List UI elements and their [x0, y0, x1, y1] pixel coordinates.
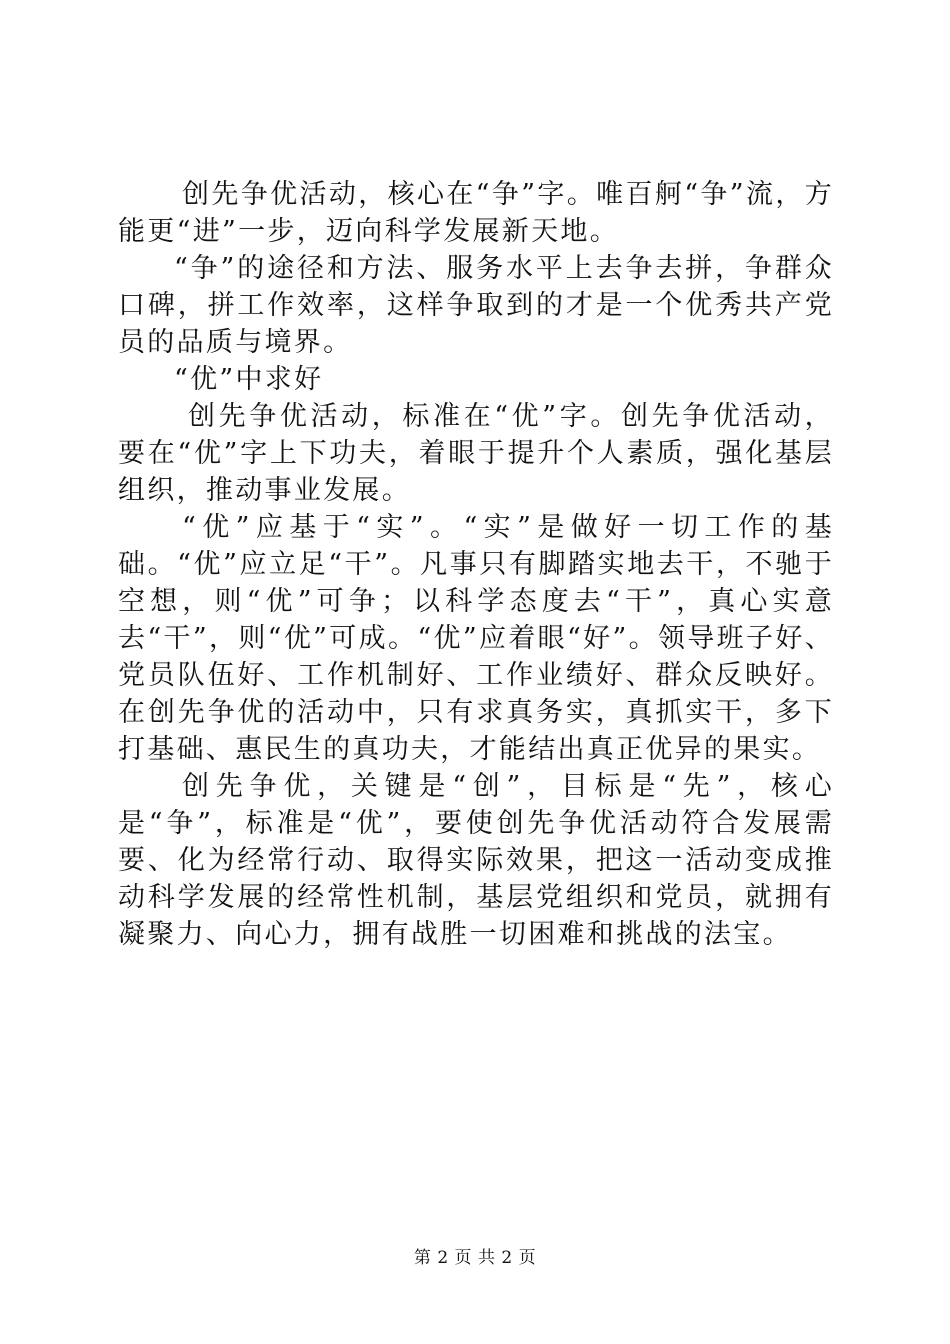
page-number-footer: 第 2 页 共 2 页 — [413, 1248, 537, 1268]
section-heading: “优”中求好 — [174, 364, 324, 395]
document-body — [118, 176, 834, 953]
paragraph: “优”应基于“实”。“实”是做好一切工作的基础。“优”应立足“干”。凡事只有脚踏实地去干，不驰于空想，则“优”可争；以科学态度去“干”，真心实意去“干”，则“优”可成。“优”应着眼“好”。领导班子好、党员队伍好、工作机制好、工作业绩好、群众反映好。在创先争优的活动中，只有求真务实，真抓实干，多下打基础、惠民生的真功夫，才能结出真正优异的果实。 — [118, 512, 834, 765]
paragraph: 创先争优活动，核心在“争”字。唯百舸“争”流，方能更“进”一步，迈向科学发展新天地。 — [118, 179, 834, 247]
paragraph: 创先争优活动，标准在“优”字。创先争优活动，要在“优”字上下功夫，着眼于提升个人素质，强化基层组织，推动事业发展。 — [118, 401, 834, 506]
paragraph: 创先争优，关键是“创”，目标是“先”，核心是“争”，标准是“优”，要使创先争优活动符合发展需要、化为经常行动、取得实际效果，把这一活动变成推动科学发展的经常性机制，基层党组织和党员，就拥有凝聚力、向心力，拥有战胜一切困难和挑战的法宝。 — [118, 771, 834, 950]
paragraph: “争”的途径和方法、服务水平上去争去拼，争群众口碑，拼工作效率，这样争取到的才是一个优秀共产党员的品质与境界。 — [118, 253, 834, 358]
